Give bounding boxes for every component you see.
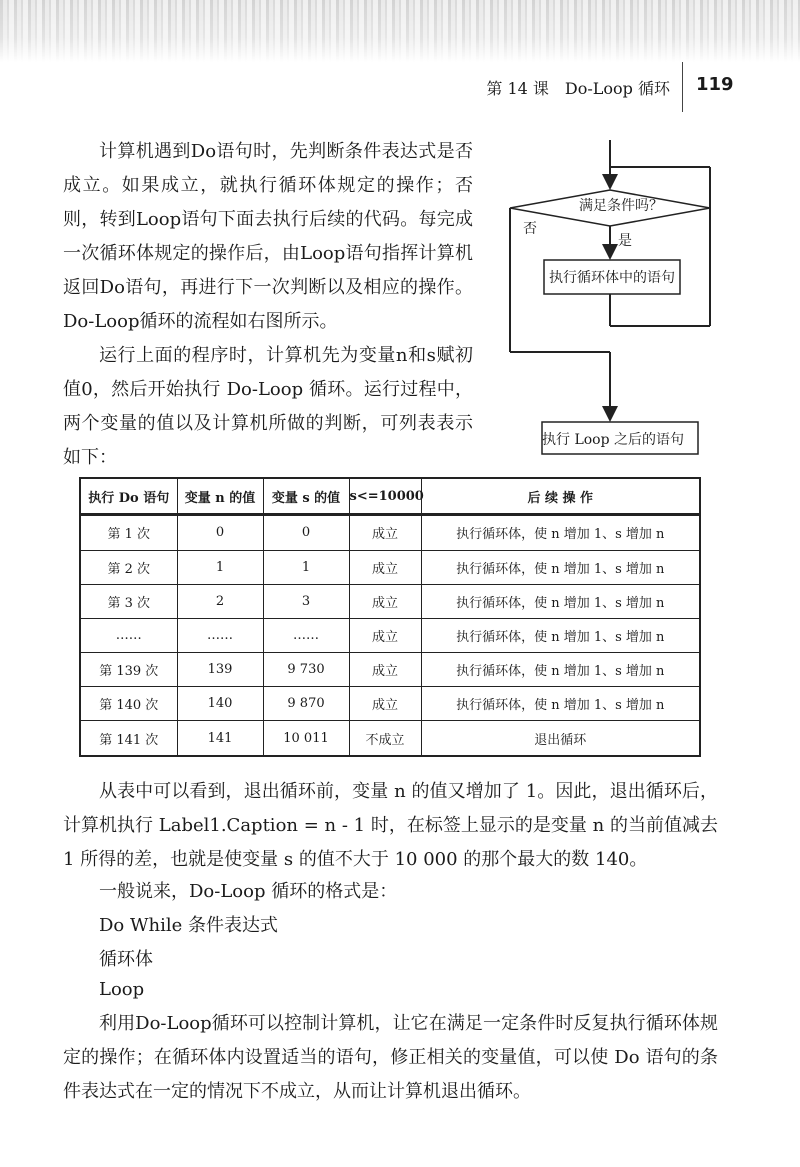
table-cell: 第 3 次 <box>80 584 177 618</box>
table-cell: 10 011 <box>263 721 349 756</box>
table-row <box>80 550 700 584</box>
table-cell: …… <box>263 619 349 653</box>
table-cell: 141 <box>177 721 263 756</box>
yes-branch-label: 是 <box>618 233 632 249</box>
table-cell: 1 <box>177 550 263 584</box>
table-cell: 第 1 次 <box>80 515 177 551</box>
table-cell: 成立 <box>349 619 421 653</box>
table-cell: 成立 <box>349 653 421 687</box>
after-loop-label: 执行 Loop 之后的语句 <box>542 432 685 448</box>
col-header-n: 变量 n 的值 <box>177 478 263 515</box>
header-divider <box>682 62 683 112</box>
paragraph-loop-usage: 利用Do-Loop循环可以控制计算机，让它在满足一定条件时反复执行循环体规定的操作；在循环体内设置适当的语句，修正相关的变量值，可以使 Do 语句的条件表达式在一定的情况下不成立，从而让计算机退出循环。 <box>63 1013 718 1102</box>
table-row <box>80 515 700 551</box>
table-cell: 成立 <box>349 515 421 551</box>
paragraph-do-loop-explanation: 计算机遇到Do语句时，先判断条件表达式是否成立。如果成立，就执行循环体规定的操作；否则，转到Loop语句下面去执行后续的代码。每完成一次循环体规定的操作后，由Loop语句指挥计算机返回Do语句，再进行下一次判断以及相应的操作。Do-Loop循环的流程如右图所示。 <box>63 141 473 332</box>
decorative-header-band <box>0 0 800 62</box>
syntax-loop-line: Loop <box>99 979 145 1000</box>
table-cell: 执行循环体，使 n 增加 1、s 增加 n <box>421 515 700 551</box>
table-cell: 9 730 <box>263 653 349 687</box>
no-branch-label: 否 <box>523 221 537 237</box>
syntax-do-while-line: Do While 条件表达式 <box>99 915 278 936</box>
paragraph-table-analysis: 从表中可以看到，退出循环前，变量 n 的值又增加了 1。因此，退出循环后，计算机执行 Label1.Caption = n - 1 时，在标签上显示的是变量 n 的当前值减去 1 所得的差，也就是使变量 s 的值不大于 10 000 的那个最大的数 140。 <box>63 781 718 870</box>
table-header-row <box>80 478 700 515</box>
table-cell: 退出循环 <box>421 721 700 756</box>
col-header-action: 后 续 操 作 <box>421 478 700 515</box>
table-cell: 执行循环体，使 n 增加 1、s 增加 n <box>421 687 700 721</box>
table-cell: 第 139 次 <box>80 653 177 687</box>
table-row <box>80 653 700 687</box>
table-cell: 2 <box>177 584 263 618</box>
flowchart-lines <box>500 130 740 460</box>
table-cell: 成立 <box>349 584 421 618</box>
table-row <box>80 619 700 653</box>
table-cell: 执行循环体，使 n 增加 1、s 增加 n <box>421 619 700 653</box>
format-intro-line: 一般说来，Do-Loop 循环的格式是： <box>99 881 398 902</box>
loop-body-label: 执行循环体中的语句 <box>549 270 675 286</box>
table-cell: 成立 <box>349 687 421 721</box>
table-cell: 第 140 次 <box>80 687 177 721</box>
flowchart <box>500 130 740 460</box>
table-cell: 9 870 <box>263 687 349 721</box>
paragraph-program-run: 运行上面的程序时，计算机先为变量n和s赋初值0，然后开始执行 Do-Loop 循环。运行过程中，两个变量的值以及计算机所做的判断，可列表表示如下： <box>63 345 473 468</box>
table-cell: 第 2 次 <box>80 550 177 584</box>
table-cell: 执行循环体，使 n 增加 1、s 增加 n <box>421 550 700 584</box>
syntax-loop-body-line: 循环体 <box>99 949 153 970</box>
table-cell: 执行循环体，使 n 增加 1、s 增加 n <box>421 653 700 687</box>
table-row <box>80 584 700 618</box>
table-cell: 3 <box>263 584 349 618</box>
loop-trace-table <box>79 477 701 757</box>
table-cell: 执行循环体，使 n 增加 1、s 增加 n <box>421 584 700 618</box>
table-cell: 0 <box>263 515 349 551</box>
table-cell: 第 141 次 <box>80 721 177 756</box>
table-cell: …… <box>80 619 177 653</box>
table-cell: 不成立 <box>349 721 421 756</box>
table-cell: 139 <box>177 653 263 687</box>
running-head: 第 14 课 Do-Loop 循环 <box>486 79 670 98</box>
decision-label: 满足条件吗？ <box>579 198 663 214</box>
table-cell: …… <box>177 619 263 653</box>
table-cell: 成立 <box>349 550 421 584</box>
col-header-do-count: 执行 Do 语句 <box>80 478 177 515</box>
table-cell: 1 <box>263 550 349 584</box>
table-cell: 0 <box>177 515 263 551</box>
col-header-s: 变量 s 的值 <box>263 478 349 515</box>
table-cell: 140 <box>177 687 263 721</box>
table-row <box>80 687 700 721</box>
page-number: 119 <box>696 74 734 95</box>
col-header-condition: s<=10000 <box>349 478 421 515</box>
table-row <box>80 721 700 756</box>
